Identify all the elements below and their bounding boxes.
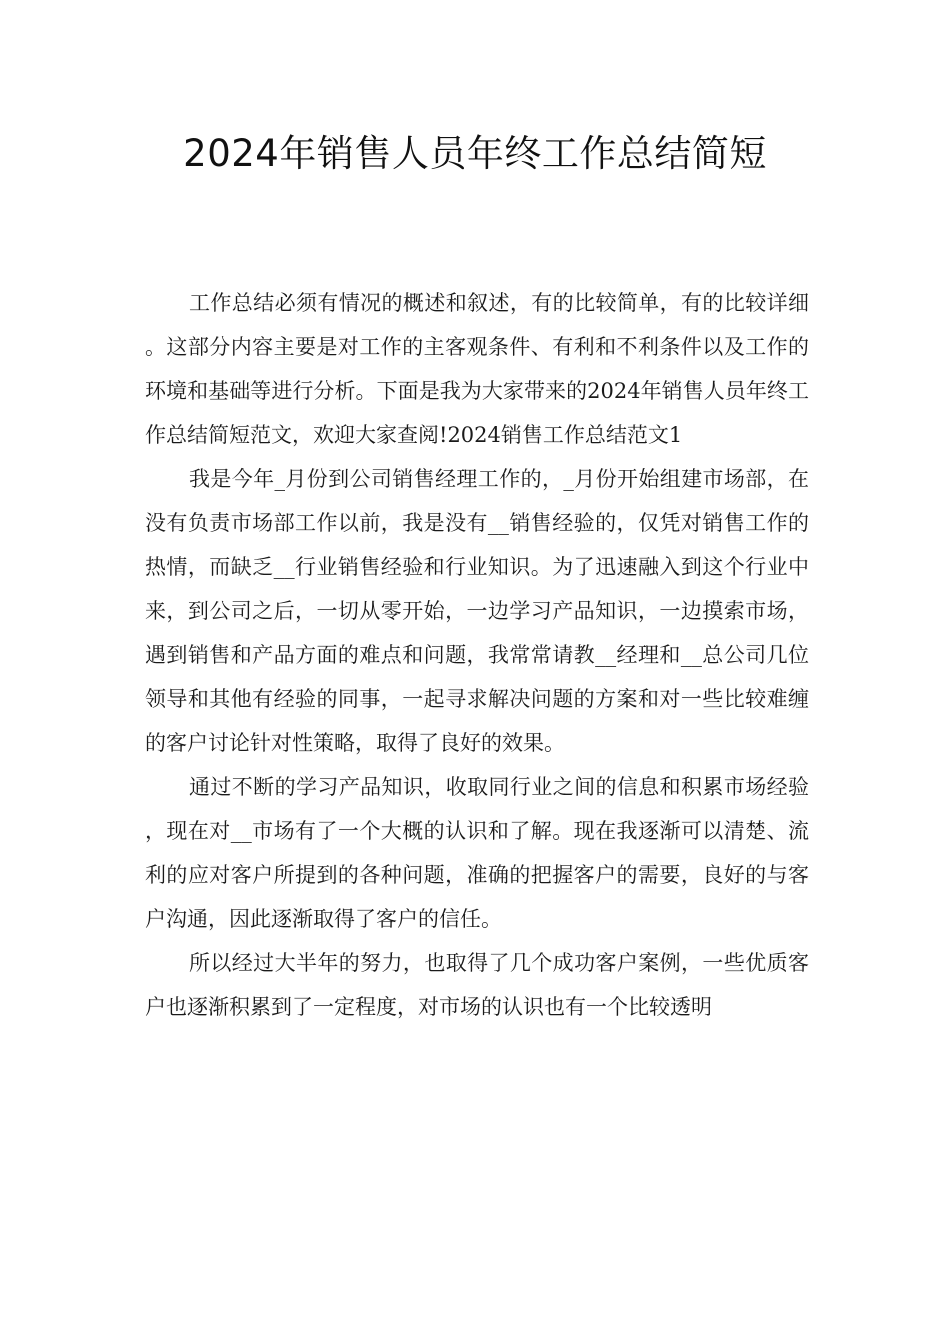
paragraph-2: 我是今年_月份到公司销售经理工作的，_月份开始组建市场部，在没有负责市场部工作以前，我是没有__销售经验的，仅凭对销售工作的热情，而缺乏__行业销售经验和行业知识。为了迅速融入到这个行业中来，到公司之后，一切从零开始，一边学习产品知识，一边摸索市场，遇到销售和产品方面的难点和问题，我常常请教__经理和__总公司几位领导和其他有经验的同事，一起寻求解决问题的方案和对一些比较难缠的客户讨论针对性策略，取得了良好的效果。 — [145, 467, 809, 755]
paragraph-intro: 工作总结必须有情况的概述和叙述，有的比较简单，有的比较详细。这部分内容主要是对工作的主客观条件、有利和不利条件以及工作的环境和基础等进行分析。下面是我为大家带来的2024年销售人员年终工作总结简短范文，欢迎大家查阅!2024销售工作总结范文1 — [145, 291, 809, 447]
paragraph-4: 所以经过大半年的努力，也取得了几个成功客户案例，一些优质客户也逐渐积累到了一定程度，对市场的认识也有一个比较透明 — [145, 951, 809, 1019]
paragraph-3: 通过不断的学习产品知识，收取同行业之间的信息和积累市场经验，现在对__市场有了一个大概的认识和了解。现在我逐渐可以清楚、流利的应对客户所提到的各种问题，准确的把握客户的需要，良好的与客户沟通，因此逐渐取得了客户的信任。 — [145, 775, 809, 931]
document-body — [145, 281, 809, 1029]
document-title: 2024年销售人员年终工作总结简短 — [183, 132, 767, 175]
